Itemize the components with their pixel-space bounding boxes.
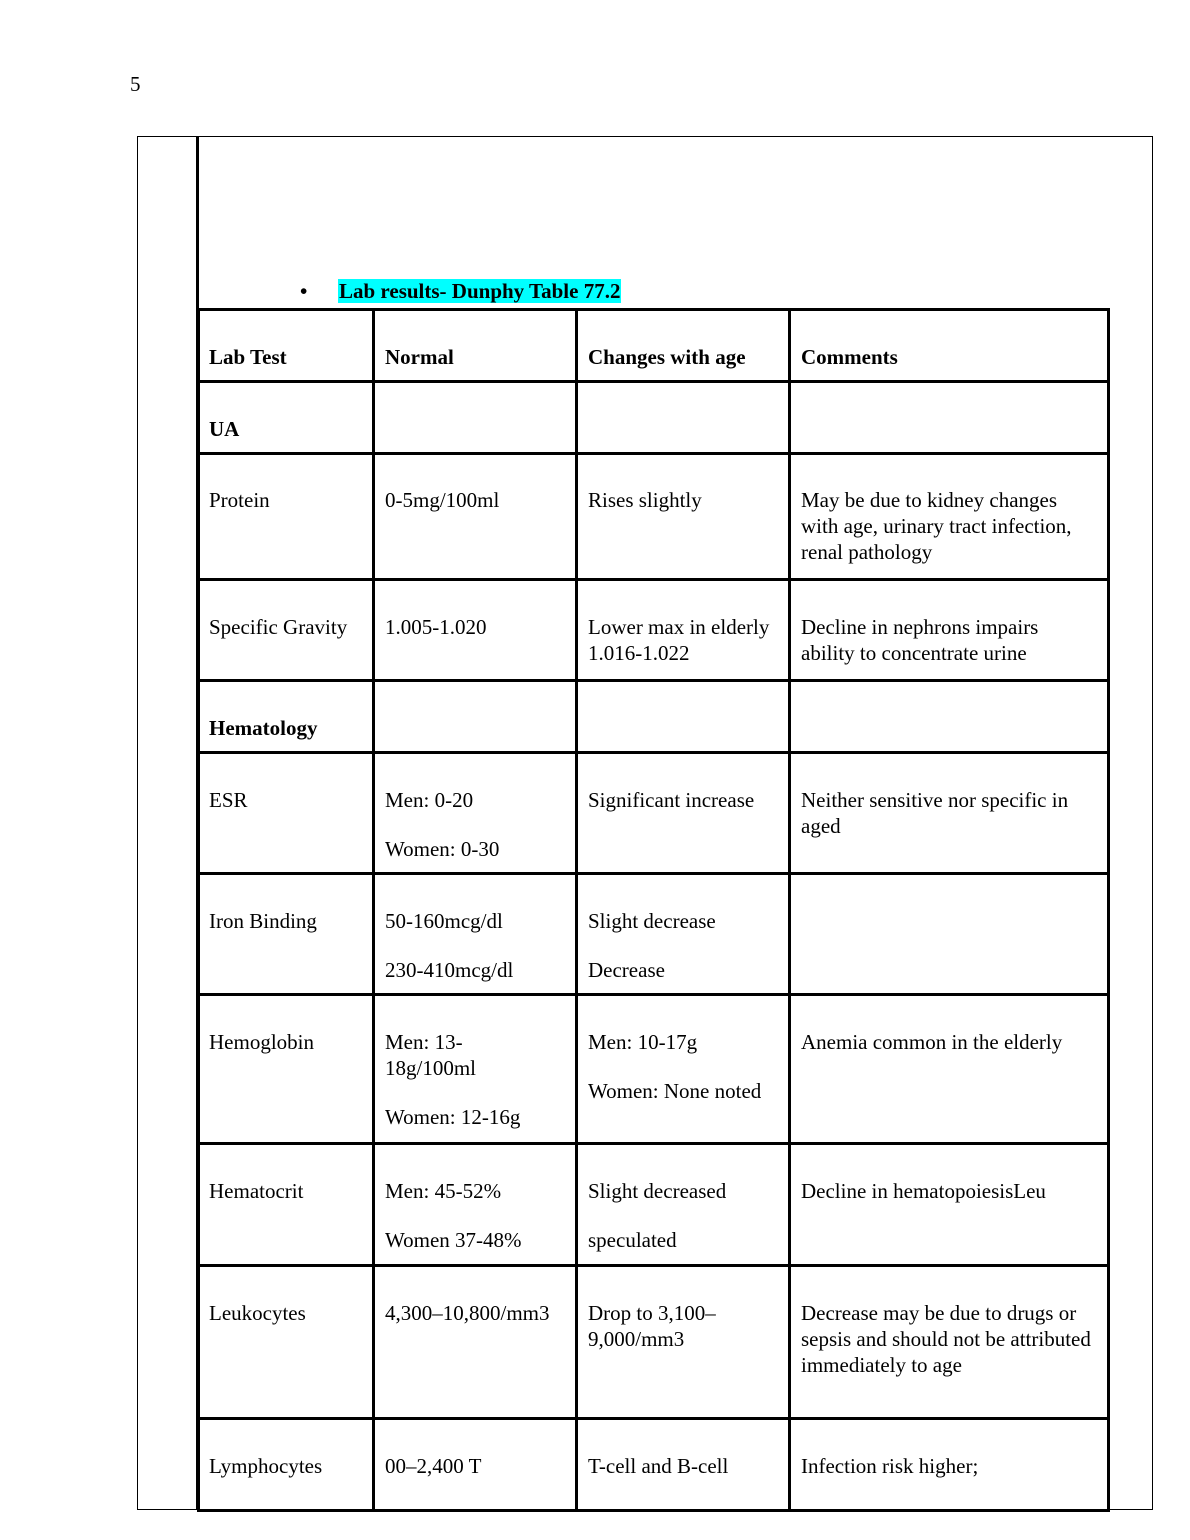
empty-cell bbox=[374, 382, 577, 454]
comments-cell: Decline in hematopoiesisLeu bbox=[790, 1144, 1109, 1266]
table-row bbox=[199, 874, 1109, 995]
table-row bbox=[199, 1266, 1109, 1419]
changes-line: Decrease bbox=[588, 958, 665, 982]
table-row bbox=[199, 1419, 1109, 1511]
lab-results-heading bbox=[300, 279, 621, 304]
table-row bbox=[199, 1144, 1109, 1266]
empty-cell bbox=[374, 681, 577, 753]
normal-cell: 0-5mg/100ml bbox=[374, 454, 577, 580]
lab-test-cell: Protein bbox=[199, 454, 374, 580]
normal-cell bbox=[374, 995, 577, 1144]
table-row bbox=[199, 580, 1109, 681]
lab-test-cell: Leukocytes bbox=[199, 1266, 374, 1419]
heading-text: Lab results- Dunphy Table 77.2 bbox=[339, 279, 621, 303]
changes-cell: Rises slightly bbox=[577, 454, 790, 580]
table-header-row bbox=[199, 310, 1109, 382]
normal-cell bbox=[374, 874, 577, 995]
changes-cell: T-cell and B-cell bbox=[577, 1419, 790, 1511]
changes-cell bbox=[577, 1144, 790, 1266]
normal-line: Women: 0-30 bbox=[385, 837, 500, 861]
normal-line: Men: 45-52% bbox=[385, 1179, 502, 1203]
header-changes-with-age: Changes with age bbox=[577, 310, 790, 382]
lab-test-cell: Specific Gravity bbox=[199, 580, 374, 681]
table-row bbox=[199, 753, 1109, 874]
normal-cell bbox=[374, 753, 577, 874]
comments-cell: Infection risk higher; bbox=[790, 1419, 1109, 1511]
header-comments: Comments bbox=[790, 310, 1109, 382]
comments-cell: Decline in nephrons impairs ability to concentrate urine bbox=[790, 580, 1109, 681]
changes-cell bbox=[577, 874, 790, 995]
comments-cell: May be due to kidney changes with age, urinary tract infection, renal pathology bbox=[790, 454, 1109, 580]
changes-cell: Significant increase bbox=[577, 753, 790, 874]
normal-line: 50-160mcg/dl bbox=[385, 909, 503, 933]
normal-cell: 4,300–10,800/mm3 bbox=[374, 1266, 577, 1419]
table-section-row bbox=[199, 382, 1109, 454]
normal-cell bbox=[374, 1144, 577, 1266]
normal-line: Men: 13-18g/100ml bbox=[385, 1030, 477, 1080]
lab-test-cell: Hematocrit bbox=[199, 1144, 374, 1266]
table-row bbox=[199, 454, 1109, 580]
normal-cell: 1.005-1.020 bbox=[374, 580, 577, 681]
page-number: 5 bbox=[130, 72, 141, 96]
changes-line: Slight decreased bbox=[588, 1179, 727, 1203]
header-lab-test: Lab Test bbox=[199, 310, 374, 382]
changes-line: Slight decrease bbox=[588, 909, 716, 933]
empty-cell bbox=[790, 874, 1109, 995]
comments-cell: Neither sensitive nor specific in aged bbox=[790, 753, 1109, 874]
normal-line: Women: 12-16g bbox=[385, 1105, 521, 1129]
changes-line: Drop to 3,100–9,000/mm3 bbox=[588, 1301, 716, 1351]
changes-line: Women: None noted bbox=[588, 1079, 762, 1103]
lab-results-table bbox=[197, 308, 1110, 1512]
normal-line: Women 37-48% bbox=[385, 1228, 522, 1252]
changes-cell bbox=[577, 1266, 790, 1419]
table-row bbox=[199, 995, 1109, 1144]
empty-cell bbox=[577, 681, 790, 753]
section-label: Hematology bbox=[199, 681, 374, 753]
normal-line: Men: 0-20 bbox=[385, 788, 474, 812]
changes-cell bbox=[577, 995, 790, 1144]
changes-line: Men: 10-17g bbox=[588, 1030, 698, 1054]
empty-cell bbox=[790, 382, 1109, 454]
comments-cell: Anemia common in the elderly bbox=[790, 995, 1109, 1144]
section-label: UA bbox=[199, 382, 374, 454]
header-normal: Normal bbox=[374, 310, 577, 382]
lab-test-cell: Hemoglobin bbox=[199, 995, 374, 1144]
lab-test-cell: ESR bbox=[199, 753, 374, 874]
table-section-row bbox=[199, 681, 1109, 753]
normal-line: 230-410mcg/dl bbox=[385, 958, 514, 982]
changes-cell: Lower max in elderly 1.016-1.022 bbox=[577, 580, 790, 681]
changes-line: speculated bbox=[588, 1228, 677, 1252]
normal-cell: 00–2,400 T bbox=[374, 1419, 577, 1511]
empty-cell bbox=[790, 681, 1109, 753]
bullet-glyph: • bbox=[300, 279, 308, 303]
comments-cell: Decrease may be due to drugs or sepsis and should not be attributed immediately to age bbox=[790, 1266, 1109, 1419]
lab-test-cell: Iron Binding bbox=[199, 874, 374, 995]
lab-test-cell: Lymphocytes bbox=[199, 1419, 374, 1511]
empty-cell bbox=[577, 382, 790, 454]
